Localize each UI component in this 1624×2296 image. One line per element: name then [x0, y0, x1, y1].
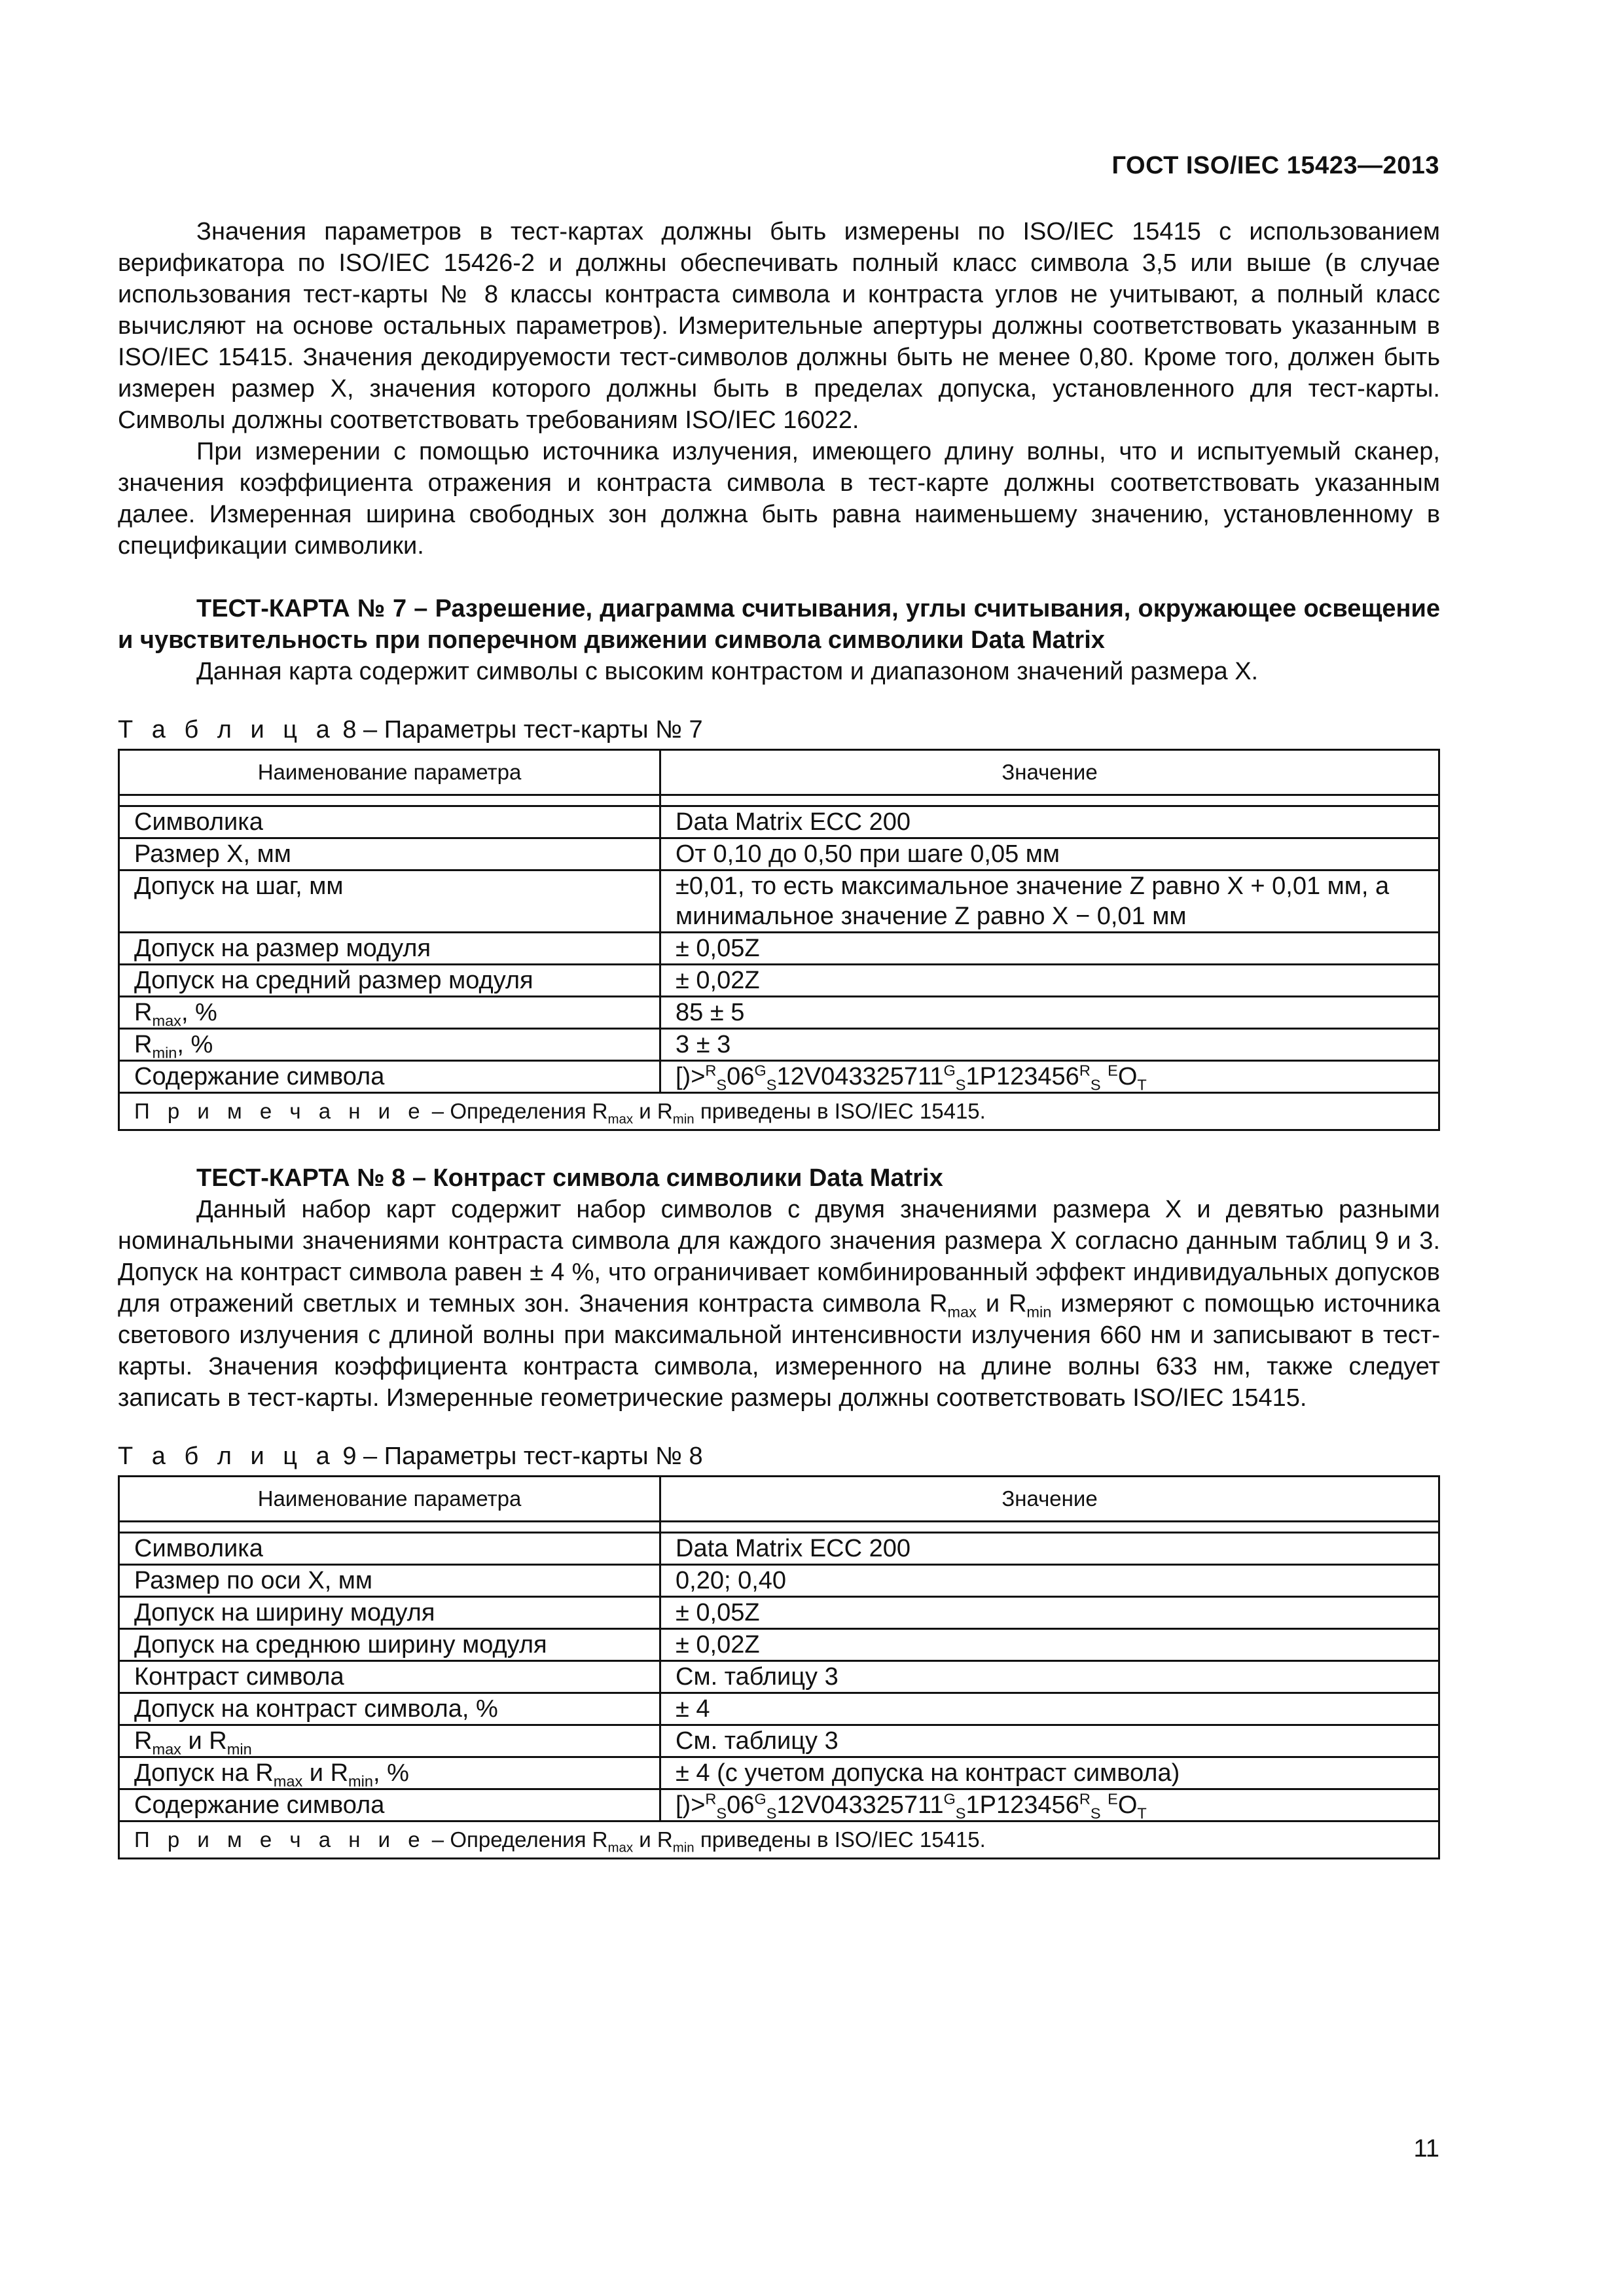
table-row-tolerance-r — [119, 1757, 1439, 1789]
header-gap — [119, 795, 1439, 806]
table-note-row — [119, 1821, 1439, 1859]
table-row — [119, 1661, 1439, 1693]
table-label: Т а б л и ц а — [118, 1443, 336, 1470]
param-value: 3 ± 3 — [660, 1029, 1439, 1061]
param-value: Data Matrix ECC 200 — [660, 806, 1439, 838]
param-value: ± 4 — [660, 1693, 1439, 1725]
param-name: Допуск на контраст символа, % — [119, 1693, 660, 1725]
table-row-symbol-content — [119, 1061, 1439, 1093]
test-card-7-heading: ТЕСТ-КАРТА № 7 – Разрешение, диаграмма считывания, углы считывания, окружающее освещение и чувствительность при поперечном движении символа символики Data Matrix — [118, 595, 1440, 654]
param-name: Символика — [119, 806, 660, 838]
param-name: Контраст символа — [119, 1661, 660, 1693]
param-value: ±0,01, то есть максимальное значение Z равно X + 0,01 мм, а минимальное значение Z равно X − 0,01 мм — [660, 870, 1439, 933]
param-name: Допуск на средний размер модуля — [119, 965, 660, 997]
param-value: 0,20; 0,40 — [660, 1565, 1439, 1597]
param-name: Допуск на $R_{max}$ и $R_{min}$, % — [119, 1757, 660, 1789]
table-row — [119, 1693, 1439, 1725]
param-name: Допуск на шаг, мм — [119, 870, 660, 933]
paragraph-measurement-params: Значения параметров в тест-картах должны быть измерены по ISO/IEC 15415 с использованием верификатора по ISO/IEC 15426-2 и должны обеспечивать полный класс символа 3,5 или выше (в случае использования тест-карты № 8 классы контраста символа и контраста углов не учитывают, а полный класс вычисляют на основе остальных параметров). Измерительные апертуры должны соответствовать указанным в ISO/IEC 15415. Значения декодируемости тест-символов должны быть не менее 0,80. Кроме того, должен быть измерен размер X, значения которого должны быть в пределах допуска, установленного для тест-карты. Символы должны соответствовать требованиям ISO/IEC 16022. — [118, 218, 1440, 434]
param-value: ± 0,02Z — [660, 1629, 1439, 1661]
param-name: $R_{max}$, % — [119, 997, 660, 1029]
table-title: 9 – Параметры тест-карты № 8 — [342, 1443, 703, 1470]
param-value: ± 4 (с учетом допуска на контраст символа) — [660, 1757, 1439, 1789]
param-name: Содержание символа — [119, 1789, 660, 1821]
param-value: ± 0,05Z — [660, 933, 1439, 965]
param-name: Допуск на ширину модуля — [119, 1597, 660, 1629]
param-name: Размер по оси X, мм — [119, 1565, 660, 1597]
param-value: См. таблицу 3 — [660, 1725, 1439, 1757]
table-9-caption — [118, 1441, 1440, 1471]
header-gap — [119, 1522, 1439, 1533]
table-note: П р и м е ч а н и е – Определения $R_{max}$ и $R_{min}$ приведены в ISO/IEC 15415. — [119, 1093, 1439, 1130]
table-row — [119, 1629, 1439, 1661]
table-header-row — [119, 750, 1439, 795]
table-8-caption — [118, 715, 1440, 745]
table-8 — [118, 749, 1440, 1131]
table-row — [119, 965, 1439, 997]
paragraph-radiation-source: При измерении с помощью источника излучения, имеющего длину волны, что и испытуемый сканер, значения коэффициента отражения и контраста символа в тест-карте должны соответствовать указанным далее. Измеренная ширина свободных зон должна быть равна наименьшему значению, установленному в спецификации символики. — [118, 438, 1440, 560]
table-title: 8 – Параметры тест-карты № 7 — [342, 716, 703, 744]
column-header-value: Значение — [660, 1477, 1439, 1522]
symbol-content-value: $[)>^R_S06^G_S12V043325711^G_S1P123456^R_S$ $^EO_T$ — [660, 1061, 1439, 1093]
table-row-rmax — [119, 997, 1439, 1029]
page-number: 11 — [1413, 2135, 1439, 2162]
table-row-rmax-rmin — [119, 1725, 1439, 1757]
table-row — [119, 838, 1439, 870]
table-row — [119, 806, 1439, 838]
column-header-name: Наименование параметра — [119, 750, 660, 795]
param-value: 85 ± 5 — [660, 997, 1439, 1029]
param-value: От 0,10 до 0,50 при шаге 0,05 мм — [660, 838, 1439, 870]
table-label: Т а б л и ц а — [118, 716, 336, 744]
table-9 — [118, 1475, 1440, 1859]
param-value: ± 0,05Z — [660, 1597, 1439, 1629]
table-row — [119, 933, 1439, 965]
table-row — [119, 1565, 1439, 1597]
symbol-content-value: $[)>^R_S06^G_S12V043325711^G_S1P123456^R_S$ $^EO_T$ — [660, 1789, 1439, 1821]
table-row-rmin — [119, 1029, 1439, 1061]
param-value: Data Matrix ECC 200 — [660, 1533, 1439, 1565]
test-card-8-heading: ТЕСТ-КАРТА № 8 – Контраст символа символики Data Matrix — [196, 1164, 943, 1192]
table-header-row — [119, 1477, 1439, 1522]
param-name: Допуск на среднюю ширину модуля — [119, 1629, 660, 1661]
table-row — [119, 1533, 1439, 1565]
param-value: ± 0,02Z — [660, 965, 1439, 997]
param-name: $R_{max}$ и $R_{min}$ — [119, 1725, 660, 1757]
document-code: ГОСТ ISO/IEC 15423—2013 — [1111, 152, 1439, 179]
test-card-7-intro: Данная карта содержит символы с высоким контрастом и диапазоном значений размера X. — [196, 658, 1259, 685]
table-note: П р и м е ч а н и е – Определения $R_{max}$ и $R_{min}$ приведены в ISO/IEC 15415. — [119, 1821, 1439, 1859]
table-row — [119, 1597, 1439, 1629]
page-content — [118, 216, 1440, 1859]
column-header-name: Наименование параметра — [119, 1477, 660, 1522]
param-name: Содержание символа — [119, 1061, 660, 1093]
table-note-row — [119, 1093, 1439, 1130]
param-value: См. таблицу 3 — [660, 1661, 1439, 1693]
param-name: Размер X, мм — [119, 838, 660, 870]
test-card-8-paragraph: Данный набор карт содержит набор символов с двумя значениями размера X и девятью разными номинальными значениями контраста символа для каждого значения размера X согласно данным таблиц 9 и 3. Допуск на контраст символа равен ± 4 %, что ограничивает комбинированный эффект индивидуальных допусков для отражений светлых и темных зон. Значения контраста символа $R_{max}$ и $R_{min}$ измеряют с помощью источника светового излучения с длиной волны при максимальной интенсивности излучения 660 нм и записывают в тест-карты. Значения коэффициента контраста символа, измеренного на длине волны 633 нм, также следует записать в тест-карты. Измеренные геометрические размеры должны соответствовать ISO/IEC 15415. — [118, 1196, 1440, 1412]
param-name: Символика — [119, 1533, 660, 1565]
param-name: $R_{min}$, % — [119, 1029, 660, 1061]
table-row-symbol-content — [119, 1789, 1439, 1821]
table-row — [119, 870, 1439, 933]
column-header-value: Значение — [660, 750, 1439, 795]
param-name: Допуск на размер модуля — [119, 933, 660, 965]
